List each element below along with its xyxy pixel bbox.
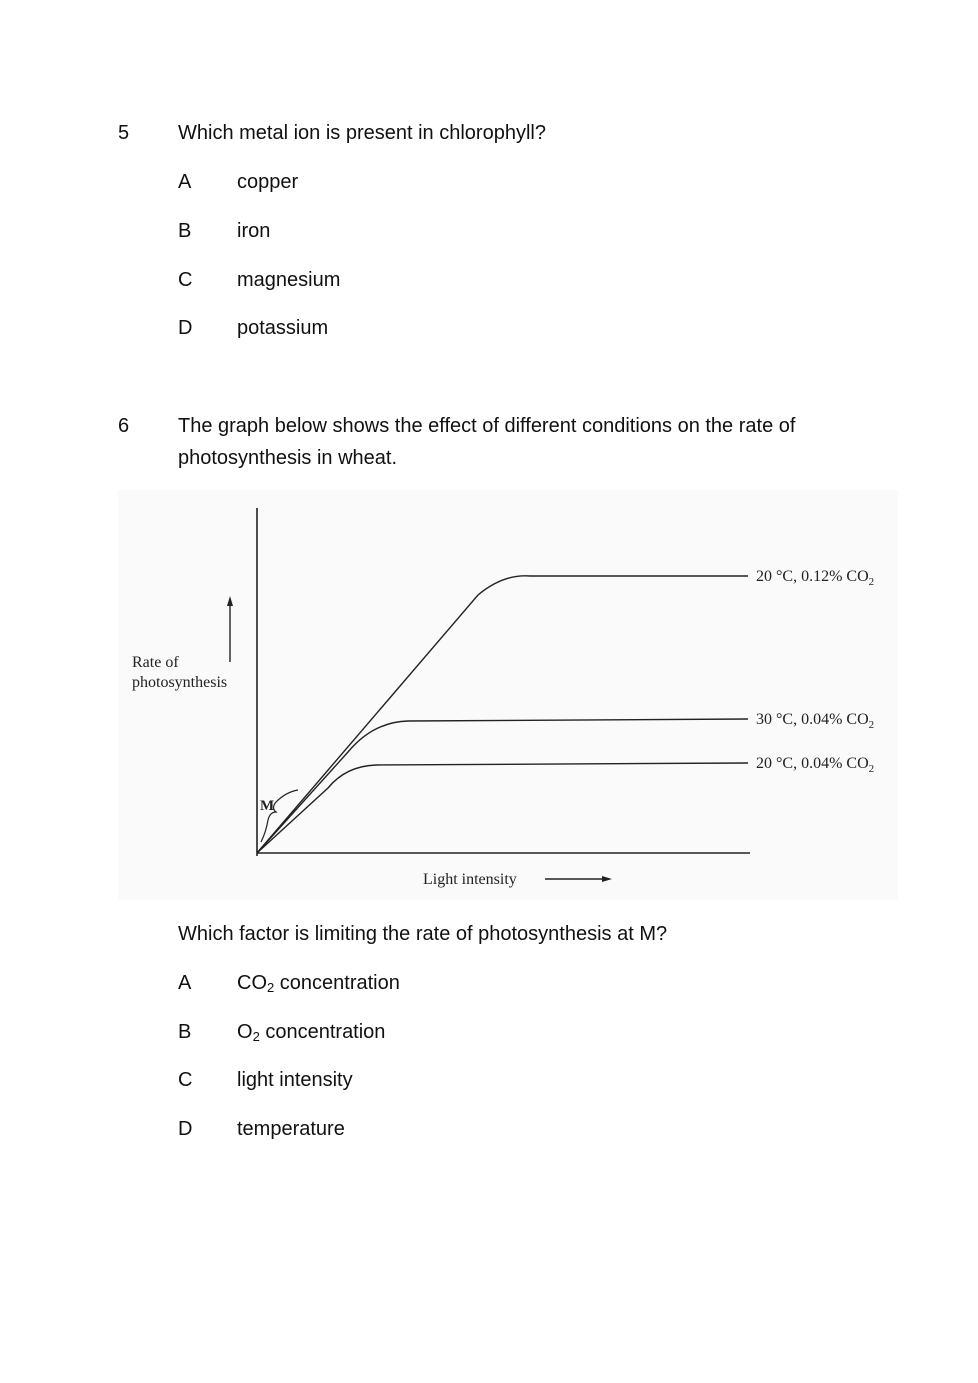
photosynthesis-graph (118, 490, 898, 900)
curve-label-3: 20 °C, 0.04% $CO_2$ (756, 755, 875, 775)
q5-option-b-letter: B (178, 220, 192, 242)
graph-svg (118, 490, 898, 900)
q5-option-b-text: iron (237, 220, 271, 242)
curve-label-1: 20 °C, 0.12% $CO_2$ (756, 568, 875, 588)
y-axis-label-line2: photosynthesis (132, 674, 228, 691)
q6-option-a-letter: A (178, 972, 192, 994)
question-6-prompt: Which factor is limiting the rate of photosynthesis at M? (178, 923, 668, 945)
q5-option-d-letter: D (178, 317, 193, 339)
q5-option-a-letter: A (178, 171, 192, 193)
q5-option-c-text: magnesium (237, 269, 341, 291)
question-6-text-line2: photosynthesis in wheat. (178, 447, 398, 469)
curve-label-2: 30 °C, 0.04% $CO_2$ (756, 711, 875, 731)
q5-option-d-text: potassium (237, 317, 329, 339)
question-6-number: 6 (118, 415, 130, 437)
y-axis-label-line1: Rate of (132, 654, 179, 671)
m-marker: M (260, 798, 275, 814)
q6-option-d-text: temperature (237, 1118, 345, 1140)
q6-option-d-letter: D (178, 1118, 193, 1140)
q6-option-b-letter: B (178, 1021, 192, 1043)
question-6-text-line1: The graph below shows the effect of different conditions on the rate of (178, 415, 796, 437)
q5-option-a-text: copper (237, 171, 299, 193)
x-axis-label: Light intensity (423, 871, 517, 888)
q6-option-b-text: $O_2$ concentration (237, 1021, 386, 1044)
q6-option-c-text: light intensity (237, 1069, 353, 1091)
question-5-number: 5 (118, 122, 130, 144)
graph-background (118, 490, 898, 900)
q5-option-c-letter: C (178, 269, 193, 291)
question-5-text: Which metal ion is present in chlorophyll? (178, 122, 546, 144)
q6-option-a-text: $CO_2$ concentration (237, 972, 400, 995)
q6-option-c-letter: C (178, 1069, 193, 1091)
